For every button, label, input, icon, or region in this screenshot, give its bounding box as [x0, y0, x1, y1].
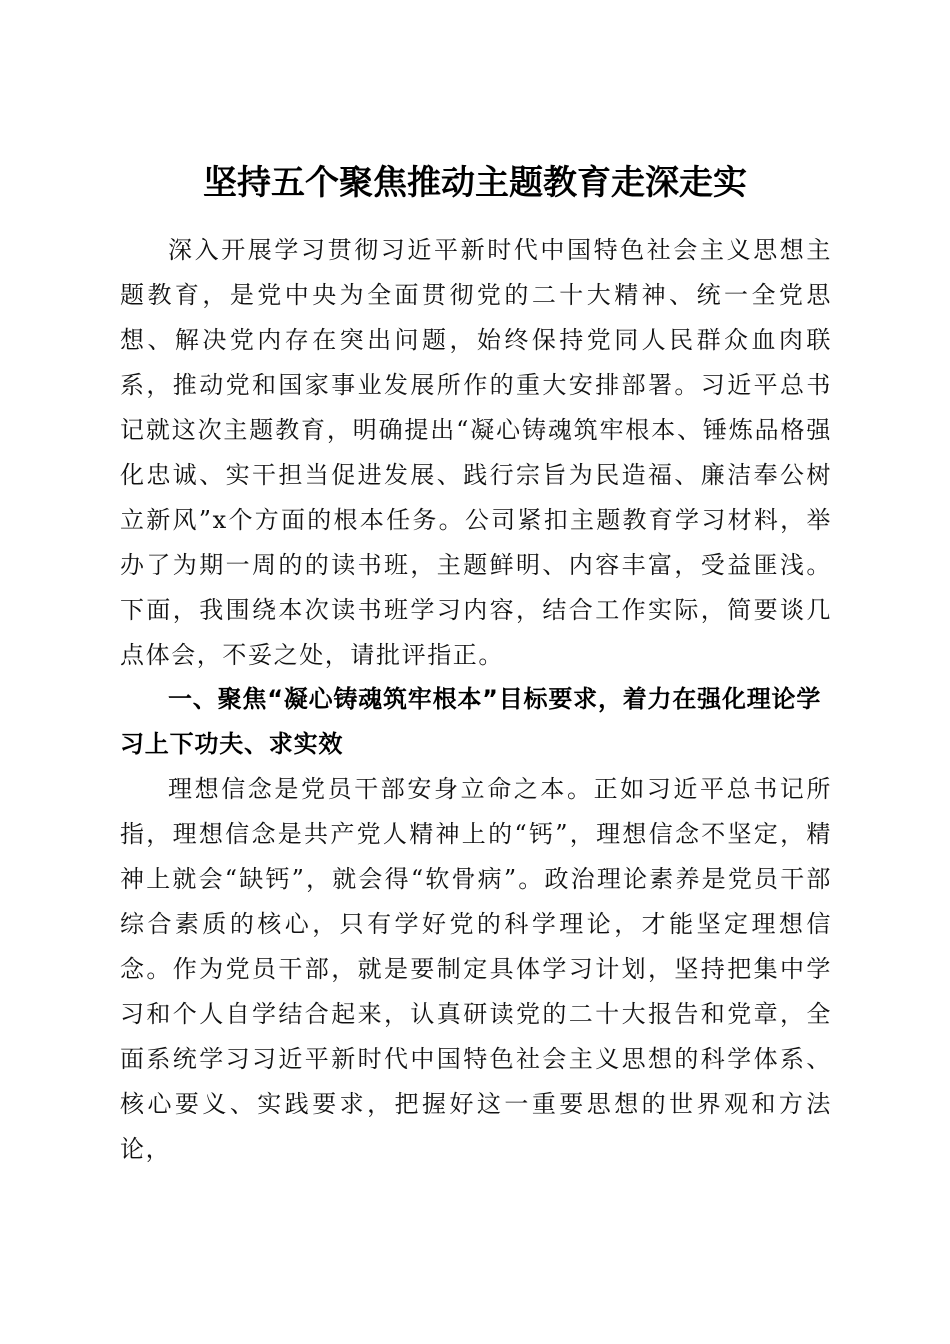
intro-paragraph: 深入开展学习贯彻习近平新时代中国特色社会主义思想主题教育，是党中央为全面贯彻党的二十大精神、统一全党思想、解决党内存在突出问题，始终保持党同人民群众血肉联系，推动党和国家事业发展所作的重大安排部署。习近平总书记就这次主题教育，明确提出“凝心铸魂筑牢根本、锤炼品格强化忠诚、实干担当促进发展、践行宗旨为民造福、廉洁奉公树立新风”x个方面的根本任务。公司紧扣主题教育学习材料，举办了为期一周的的读书班，主题鲜明、内容丰富，受益匪浅。下面，我围绕本次读书班学习内容，结合工作实际，简要谈几点体会，不妥之处，请批评指正。: [120, 236, 832, 669]
section-1-paragraph: 理想信念是党员干部安身立命之本。正如习近平总书记所指，理想信念是共产党人精神上的“钙”，理想信念不坚定，精神上就会“缺钙”，就会得“软骨病”。政治理论素养是党员干部综合素质的核心，只有学好党的科学理论，才能坚定理想信念。作为党员干部，就是要制定具体学习计划，坚持把集中学习和个人自学结合起来，认真研读党的二十大报告和党章，全面系统学习习近平新时代中国特色社会主义思想的科学体系、核心要义、实践要求，把握好这一重要思想的世界观和方法论，: [120, 775, 832, 1163]
document-title: 坚持五个聚焦推动主题教育走深走实: [203, 162, 747, 203]
section-heading-1: 一、聚焦“凝心铸魂筑牢根本”目标要求，着力在强化理论学习上下功夫、求实效: [120, 685, 822, 758]
